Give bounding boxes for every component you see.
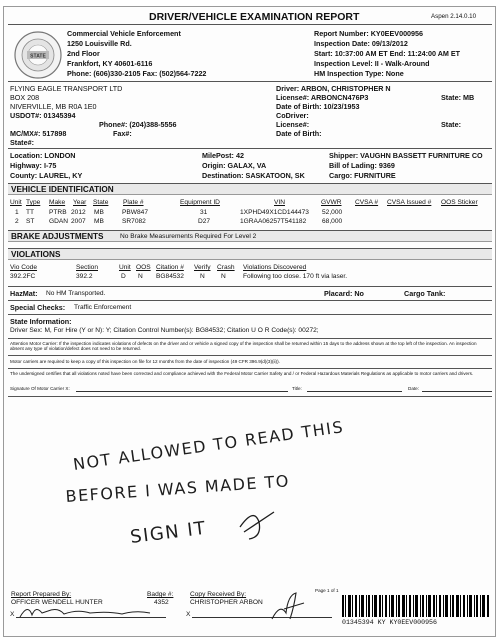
county: County: LAUREL, KY [10, 171, 83, 180]
attention-notice: Attention Motor Carrier: If the inspection indicates violations of defects on the driver and or vehicle a signed copy of the inspection shall be returned within 15 days to the address shown at the top left of the inspection. An inspection absent any type of violation/defect does not need to be returned. [10, 341, 477, 352]
col-oos: OOS [136, 264, 151, 271]
handwritten-line-2: BEFORE I WAS MADE TO [64, 471, 291, 506]
inspection-date: Inspection Date: 09/13/2012 [314, 39, 408, 48]
special-checks-label: Special Checks: [10, 303, 66, 312]
col-year: Year [73, 199, 87, 206]
inspection-level: Inspection Level: II - Walk-Around [314, 59, 430, 68]
col-plate: Plate # [123, 199, 144, 206]
agency-address2: 2nd Floor [67, 49, 100, 58]
driver-signature [266, 589, 316, 623]
codriver-dob: Date of Birth: [276, 129, 322, 138]
special-checks-value: Traffic Enforcement [74, 304, 132, 311]
col-cvsa: CVSA # [355, 199, 379, 206]
inspection-report-page: DRIVER/VEHICLE EXAMINATION REPORT Aspen 2.14.0.10 STATE Commercial Vehicle Enforcement 1250 Louisville Rd. 2nd Floor Frankfort, KY 40601-6116 Phone: (606)330-2105 Fax: (502)564-7222 Report Number: KY0EEV000956 Inspection Date: 09/13/2012 Start: 10:37:00 AM ET End: 11:24:00 AM ET Inspection Level: II - Walk-Around HM Inspection Type: None FLYING EAGLE TRANSPORT LTD BOX 208 NIVERVILLE, MB R0A 1E0 USDOT#: 01345394 Phone#: (204)388-5556 MC/MX#: 517898 Fax#: State#: Driver: ARBON, CHRISTOPHER N License#: ARBONCN476P3 State: MB Date of Birth: 10/23/1953 CoDriver: License#: State: Date of Birth: Location: LONDON Highway: I-75 County: LAUREL, KY MilePost: 42 Origin: GALAX, VA Destination: SASKATOON, SK Shipper: VAUGHN BASSETT FURNITURE CO Bill of Lading: 9369 Cargo: FURNITURE VEHICLE IDENTIFICATION Unit Type Make Year State Plate # Equipment ID VIN GVWR CVSA # CVSA Issued # OOS Sticker 1 TT PTRB 2012 MB PBW847 31 1XPHD49X1CD144473 52,000 2 ST GDAN 2007 MB SR7082 D27 1GRAA06257T541182 68,000 BRAKE ADJUSTMENTS No Brake Measurements Required For Level 2 VIOLATIONS Vio Code Section Unit OOS Citation # Verify Crash Violations Discovered 392.2FC 392.2 D N BG84532 N N Following too close. 170 ft via laser. HazMat: No HM Transported. Placard: No Cargo Tank: Special Checks: Traffic Enforcement State Information: Driver Sex: M, For Hire (Y or N): Y; Citation Control Number(s): BG84532; Citation U O R Code(s): 00272; Attention Motor Carrier: If the inspection indicates violations of defects on the driver and or vehicle a signed copy of the inspection shall be returned within 15 days to the address shown at the top left of the inspection. An inspection absent any type of violation/defect does not need to be returned. Motor carriers are required to keep a copy of this inspection on file for 12 months from the date of inspection (49 CFR 396.9(d)(3)(ii)). The undersigned certifies that all violations noted have been corrected and compliance achieved with the Federal Motor Carrier Safety and / or Federal Hazardous Materials Regulations as applicable to motor carriers and drivers. Signature Of Motor Carrier X: Title: Date: NOT ALLOWED TO READ THIS BEFORE I WAS MADE TO SIGN IT Report Prepared By: OFFICER WENDELL HUNTER Badge #: 4352 Copy Received By: CHRISTOPHER ARBON Page 1 of 1 X X 01345394 KY KY0EEV000956 [3, 6, 496, 637]
codriver: CoDriver: [276, 111, 309, 120]
hm-inspection-type: HM Inspection Type: None [314, 69, 404, 78]
driver-dob: Date of Birth: 10/23/1953 [276, 102, 360, 111]
brake-adjustments-heading: BRAKE ADJUSTMENTS No Brake Measurements Required For Level 2 [8, 230, 492, 242]
origin: Origin: GALAX, VA [202, 161, 267, 170]
inspection-times: Start: 10:37:00 AM ET End: 11:24:00 AM ET [314, 49, 461, 58]
codriver-license: License#: [276, 120, 310, 129]
agency-name: Commercial Vehicle Enforcement [67, 29, 181, 38]
cargo-tank: Cargo Tank: [404, 289, 446, 298]
carrier-fax: Fax#: [113, 129, 132, 138]
barcode-text: 01345394 KY KY0EEV000956 [342, 619, 437, 626]
state-information-label: State Information: [10, 317, 72, 326]
col-state: State [93, 199, 109, 206]
copy-received-label: Copy Received By: [190, 591, 247, 598]
col-vio-code: Vio Code [10, 264, 38, 271]
brake-note: No Brake Measurements Required For Level 2 [120, 233, 257, 240]
hazmat-label: HazMat: [10, 289, 38, 298]
badge-number: 4352 [154, 599, 169, 606]
col-section: Section [76, 264, 98, 271]
col-citation: Citation # [156, 264, 184, 271]
handwritten-line-3: SIGN IT [129, 517, 208, 548]
highway: Highway: I-75 [10, 161, 57, 170]
carrier-state: State#: [10, 138, 34, 147]
report-number: Report Number: KY0EEV000956 [314, 29, 424, 38]
cargo: Cargo: FURNITURE [329, 171, 396, 180]
agency-phone: Phone: (606)330-2105 Fax: (502)564-7222 [67, 69, 207, 78]
barcode-icon [342, 595, 490, 617]
carrier-usdot: USDOT#: 01345394 [10, 111, 76, 120]
agency-city: Frankfort, KY 40601-6116 [67, 59, 153, 68]
officer-name: OFFICER WENDELL HUNTER [11, 599, 103, 606]
driver-license-state: State: MB [441, 93, 475, 102]
svg-text:STATE: STATE [30, 53, 46, 60]
col-type: Type [26, 199, 41, 206]
page-number: Page 1 of 1 [315, 588, 339, 593]
location: Location: LONDON [10, 151, 76, 160]
handwritten-note [4, 7, 497, 638]
carrier-box: BOX 208 [10, 93, 40, 102]
carrier-name: FLYING EAGLE TRANSPORT LTD [10, 84, 123, 93]
officer-signature [18, 601, 158, 621]
state-information-value: Driver Sex: M, For Hire (Y or N): Y; Citation Control Number(s): BG84532; Citation U O R Code(s): 00272; [10, 327, 319, 334]
col-make: Make [49, 199, 66, 206]
report-title: DRIVER/VEHICLE EXAMINATION REPORT [149, 11, 360, 23]
received-name: CHRISTOPHER ARBON [190, 599, 263, 606]
col-gvwr: GVWR [321, 199, 342, 206]
col-verify: Verify [194, 264, 211, 271]
carrier-city: NIVERVILLE, MB R0A 1E0 [10, 102, 97, 111]
col-vin: VIN [274, 199, 285, 206]
certification-notice: The undersigned certifies that all violations noted have been corrected and compliance achieved with the Federal Motor Carrier Safety and / or Federal Hazardous Materials Regulations as applicable to motor carriers and drivers. [10, 371, 474, 376]
milepost: MilePost: 42 [202, 151, 244, 160]
bill-of-lading: Bill of Lading: 9369 [329, 161, 395, 170]
agency-address1: 1250 Louisville Rd. [67, 39, 132, 48]
handwritten-line-1: NOT ALLOWED TO READ THIS [71, 417, 346, 474]
report-prepared-label: Report Prepared By: [11, 591, 72, 598]
placard: Placard: No [324, 289, 364, 298]
violations-heading: VIOLATIONS [8, 248, 492, 260]
col-unit: Unit [10, 199, 22, 206]
aspen-version: Aspen 2.14.0.10 [431, 13, 477, 20]
col-violations-discovered: Violations Discovered [243, 264, 307, 271]
date-label: Date: [408, 386, 419, 391]
driver-name: Driver: ARBON, CHRISTOPHER N [276, 84, 391, 93]
col-vio-unit: Unit [119, 264, 131, 271]
col-oos-sticker: OOS Sticker [441, 199, 478, 206]
scribble-mark [240, 512, 274, 539]
carrier-phone: Phone#: (204)388-5556 [99, 120, 177, 129]
motor-carrier-signature-label: Signature Of Motor Carrier X: [10, 386, 70, 391]
hazmat-value: No HM Transported. [46, 290, 106, 297]
vehicle-identification-heading: VEHICLE IDENTIFICATION [8, 183, 492, 195]
title-label: Title: [292, 386, 302, 391]
col-equipment-id: Equipment ID [180, 199, 220, 206]
carrier-mcmx: MC/MX#: 517898 [10, 129, 67, 138]
col-cvsa-issued: CVSA Issued # [387, 199, 432, 206]
col-crash: Crash [217, 264, 235, 271]
destination: Destination: SASKATOON, SK [202, 171, 305, 180]
codriver-state: State: [441, 120, 461, 129]
shipper: Shipper: VAUGHN BASSETT FURNITURE CO [329, 151, 483, 160]
driver-license: License#: ARBONCN476P3 [276, 93, 369, 102]
retention-notice: Motor carriers are required to keep a copy of this inspection on file for 12 months from the date of inspection (49 CFR 396.9(d)(3)(ii)). [10, 359, 280, 364]
badge-label: Badge #: [147, 591, 174, 598]
